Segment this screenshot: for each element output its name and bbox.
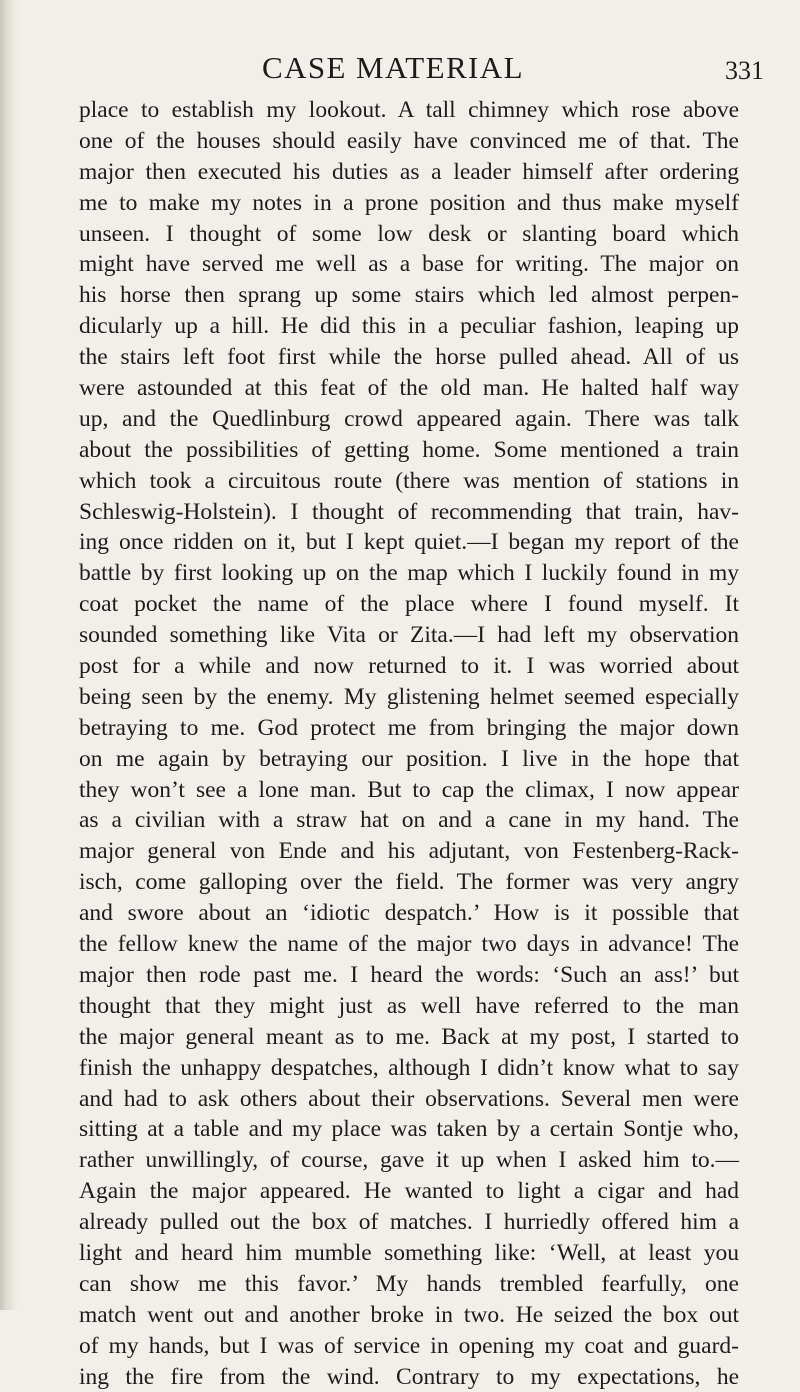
text-line: Again the major appeared. He wanted to light a cigar and had bbox=[79, 1178, 739, 1205]
text-line: thought that they might just as well have referred to the man bbox=[79, 992, 739, 1019]
body-text bbox=[79, 95, 739, 1392]
text-line: betraying to me. God protect me from bringing the major down bbox=[79, 714, 739, 741]
text-line: battle by first looking up on the map which I luckily found in my bbox=[79, 560, 739, 587]
text-line: isch, come galloping over the field. The former was very angry bbox=[79, 869, 739, 896]
text-line: might have served me well as a base for writing. The major on bbox=[79, 251, 739, 278]
text-line: on me again by betraying our position. I live in the hope that bbox=[79, 745, 739, 772]
text-line: can show me this favor.’ My hands trembled fearfully, one bbox=[79, 1270, 739, 1297]
text-line: major general von Ende and his adjutant, von Festenberg-Rack- bbox=[79, 838, 739, 865]
text-line: light and heard him mumble something like: ‘Well, at least you bbox=[79, 1239, 739, 1266]
text-line: up, and the Quedlinburg crowd appeared again. There was talk bbox=[79, 405, 739, 432]
text-line: the fellow knew the name of the major two days in advance! The bbox=[79, 931, 739, 958]
text-line: of my hands, but I was of service in opening my coat and guard- bbox=[79, 1332, 739, 1359]
text-line: they won’t see a lone man. But to cap the climax, I now appear bbox=[79, 776, 739, 803]
text-line: rather unwillingly, of course, gave it up when I asked him to.— bbox=[79, 1147, 739, 1174]
text-line: the stairs left foot first while the horse pulled ahead. All of us bbox=[79, 344, 739, 371]
text-line: being seen by the enemy. My glistening helmet seemed especially bbox=[79, 683, 739, 710]
text-line: ing once ridden on it, but I kept quiet.—I began my report of the bbox=[79, 529, 739, 556]
text-line: about the possibilities of getting home. Some mentioned a train bbox=[79, 436, 739, 463]
text-line: one of the houses should easily have convinced me of that. The bbox=[79, 127, 739, 154]
text-line: which took a circuitous route (there was mention of stations in bbox=[79, 467, 739, 494]
text-line: and had to ask others about their observations. Several men were bbox=[79, 1085, 739, 1112]
text-line: his horse then sprang up some stairs which led almost perpen- bbox=[79, 282, 739, 309]
text-line: Schleswig-Holstein). I thought of recommending that train, hav- bbox=[79, 498, 739, 525]
text-line: coat pocket the name of the place where I found myself. It bbox=[79, 591, 739, 618]
text-line: ing the fire from the wind. Contrary to my expectations, he bbox=[79, 1363, 739, 1390]
text-line: post for a while and now returned to it. I was worried about bbox=[79, 653, 739, 680]
text-line: already pulled out the box of matches. I hurriedly offered him a bbox=[79, 1209, 739, 1236]
page-number: 331 bbox=[725, 56, 764, 85]
text-line: major then rode past me. I heard the words: ‘Such an ass!’ but bbox=[79, 961, 739, 988]
text-line: were astounded at this feat of the old man. He halted half way bbox=[79, 375, 739, 402]
page-gutter-shadow bbox=[0, 0, 18, 1310]
text-line: unseen. I thought of some low desk or slanting board which bbox=[79, 220, 739, 247]
text-line: match went out and another broke in two. He seized the box out bbox=[79, 1301, 739, 1328]
text-line: finish the unhappy despatches, although I didn’t know what to say bbox=[79, 1054, 739, 1081]
page-header bbox=[0, 50, 800, 90]
text-line: sounded something like Vita or Zita.—I had left my observation bbox=[79, 622, 739, 649]
text-line: dicularly up a hill. He did this in a peculiar fashion, leaping up bbox=[79, 313, 739, 340]
text-line: and swore about an ‘idiotic despatch.’ How is it possible that bbox=[79, 900, 739, 927]
text-line: sitting at a table and my place was taken by a certain Sontje who, bbox=[79, 1116, 739, 1143]
text-line: me to make my notes in a prone position and thus make myself bbox=[79, 189, 739, 216]
text-line: place to establish my lookout. A tall chimney which rose above bbox=[79, 97, 739, 123]
running-head: CASE MATERIAL bbox=[262, 50, 524, 85]
text-line: as a civilian with a straw hat on and a cane in my hand. The bbox=[79, 807, 739, 834]
text-line: the major general meant as to me. Back at my post, I started to bbox=[79, 1023, 739, 1050]
text-line: major then executed his duties as a leader himself after ordering bbox=[79, 158, 739, 185]
